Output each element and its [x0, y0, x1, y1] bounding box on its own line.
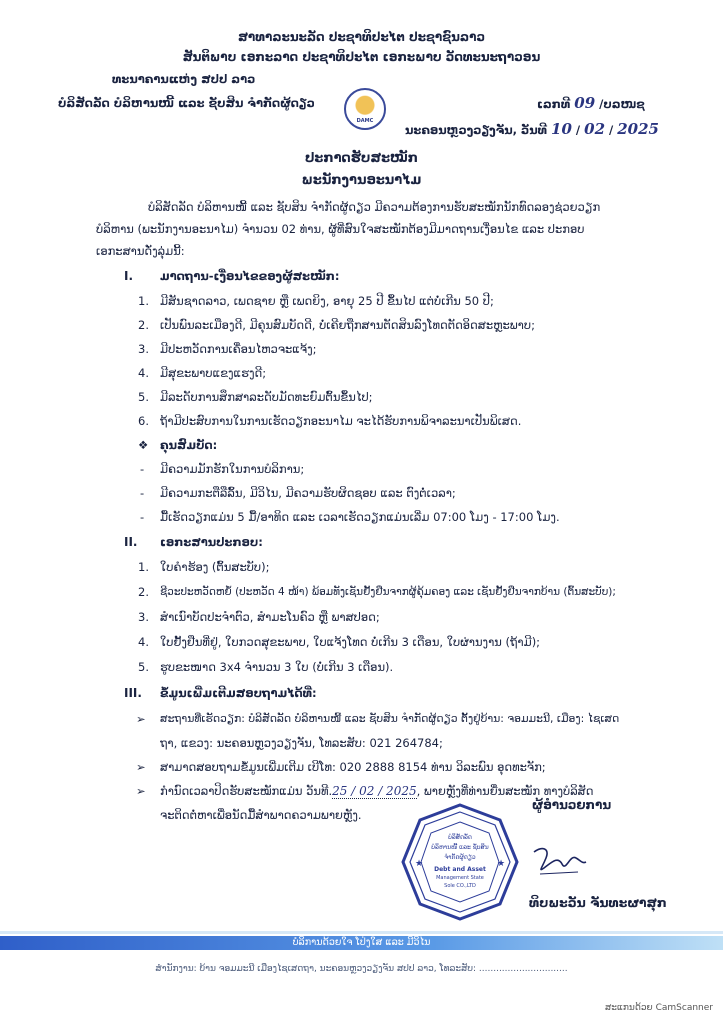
stamp-en-3: Sole CO.,LTD — [444, 883, 476, 889]
s3-item-3-line-2: ຈະຕິດຕໍ່ຫາເພື່ອນັດມື້ສໍາພາດຄວາມພາຍຫຼັງ. — [160, 808, 362, 822]
official-stamp — [401, 803, 519, 921]
document-title-2: ພະນັກງານອະນາໄມ — [301, 173, 422, 188]
stamp-lao-3: ຈໍາກັດຜູ້ດຽວ — [444, 854, 476, 861]
stamp-star-right-icon: ★ — [497, 859, 506, 869]
company-logo — [344, 88, 386, 130]
quality-3-dash: - — [140, 510, 145, 524]
section-2-heading: ເອກະສານປະກອບ: — [160, 535, 263, 549]
s1-item-3-number: 3. — [138, 342, 149, 356]
s2-item-4-text: ໃບຢັ້ງຢືນທີ່ຢູ່, ໃບກວດສຸຂະພາບ, ໃບແຈ້ງໂທດ ບໍ່ເກີນ 3 ເດືອນ, ໃບຜ່ານງານ (ຖ້າມີ); — [160, 635, 541, 649]
reference-number — [537, 96, 645, 111]
date-day: 10 — [551, 120, 572, 138]
quality-bullet-icon: ❖ — [138, 438, 149, 452]
ref-number-handwritten: 09 — [574, 94, 596, 112]
s3-item-1-line-2: ຖາ, ແຂວງ: ນະຄອນຫຼວງວຽງຈັນ, ໂທລະສັບ: 021 264784; — [160, 736, 443, 750]
logo-text: DAMC — [356, 118, 374, 124]
s2-item-3-number: 3. — [138, 610, 149, 624]
section-3-heading: ຂໍ້ມູນເພີ່ມເຕີມສອບຖາມໄດ້ທີ່: — [160, 686, 317, 700]
stamp-en-2: Management State — [436, 875, 484, 881]
place-and-date: ນະຄອນຫຼວງວຽງຈັນ, ວັນທີ 10 / 02 / 2025 — [405, 120, 659, 138]
s1-item-4-text: ມີສຸຂະພາບແຂງແຮງດີ; — [160, 366, 267, 380]
intro-line-1: ບໍລິສັດລັດ ບໍລິຫານໜີ້ ແລະ ຊັບສິນ ຈໍາກັດຜູ້ດຽວ ມີຄວາມຕ້ອງການຮັບສະໝັກນັກທົດລອງຊ່ວຍວຽກ — [148, 200, 601, 214]
s1-item-6-number: 6. — [138, 414, 149, 428]
s2-item-3-text: ສໍາເນົາບັດປະຈໍາຕົວ, ສໍາມະໂນຄົວ ຫຼື ພາສປອດ; — [160, 610, 380, 624]
country-line-1: ສາທາລະນະລັດ ປະຊາທິປະໄຕ ປະຊາຊົນລາວ — [237, 30, 486, 44]
s1-item-5-text: ມີລະດັບການສຶກສາລະດັບມັດທະຍົມຕົ້ນຂຶ້ນໄປ; — [160, 390, 373, 404]
org-line-2: ບໍລິສັດລັດ ບໍລິຫານໜີ້ ແລະ ຊັບສິນ ຈໍາກັດຜູ້ດຽວ — [58, 96, 315, 110]
country-line-2: ສັນຕິພາບ ເອກະລາດ ປະຊາທິປະໄຕ ເອກະພາບ ວັດທະນະຖາວອນ — [182, 50, 541, 64]
section-1-number: I. — [124, 269, 134, 283]
signature-mark — [528, 842, 588, 882]
footer-band — [0, 936, 723, 950]
footer-top-rule — [0, 931, 723, 934]
s1-item-1-number: 1. — [138, 294, 149, 308]
footer-slogan: ບໍລິການດ້ວຍໃຈ ໂປ່ງໃສ ແລະ ມີວິໄນ — [292, 937, 431, 948]
ref-suffix: /ບລໜຊ — [599, 97, 645, 111]
quality-1-text: ມີຄວາມມັກຮັກໃນການບໍລິການ; — [160, 462, 305, 476]
date-year: 2025 — [617, 120, 659, 138]
section-3-number: III. — [124, 686, 142, 700]
s3-bullet-3-icon: ➢ — [136, 784, 146, 798]
quality-1-dash: - — [140, 462, 145, 476]
s3-bullet-2-icon: ➢ — [136, 760, 146, 774]
signatory-role: ຜູ້ອໍານວຍການ — [532, 798, 612, 812]
quality-2-dash: - — [140, 486, 145, 500]
ref-label: ເລກທີ — [537, 97, 571, 111]
deadline-suffix: , ພາຍຫຼັງທີ່ທ່ານຍື່ນສະໝັກ ທາງບໍລິສັດ — [416, 784, 594, 798]
signatory-name: ທິບພະວັນ ຈັນທະຜາສຸກ — [529, 895, 667, 910]
intro-line-2: ບໍລິຫານ (ພະນັກງານອະນາໄມ) ຈໍານວນ 02 ທ່ານ, ຜູ້ທີ່ສົນໃຈສະໝັກຕ້ອງມີມາດຖານເງື່ອນໄຂ ແລະ ປະກອບ — [96, 222, 585, 236]
s3-item-2-text: ສາມາດສອບຖາມຂໍ້ມູນເພີ່ມເຕີມ ເບີໂທ: 020 2888 8154 ທ່ານ ວິລະພົນ ອຸດທະຈັກ; — [160, 760, 546, 774]
quality-2-text: ມີຄວາມກະຕືລືລົ້ນ, ມີວິໄນ, ມີຄວາມຮັບຜິດຊອບ ແລະ ຕົງຕໍ່ເວລາ; — [160, 486, 456, 500]
s1-item-3-text: ມີປະຫວັດການເຄື່ອນໄຫວຈະແຈ້ງ; — [160, 342, 317, 356]
quality-heading: ຄຸນສົມບັດ: — [160, 438, 218, 452]
stamp-lao-1: ບໍລິສັດລັດ — [448, 834, 472, 841]
s1-item-5-number: 5. — [138, 390, 149, 404]
intro-line-3: ເອກະສານດັ່ງລຸ່ມນີ້: — [96, 244, 185, 258]
camscanner-watermark: ສະແກນດ້ວຍ CamScanner — [604, 1003, 713, 1013]
date-month: 02 — [584, 120, 606, 138]
s1-item-4-number: 4. — [138, 366, 149, 380]
s3-bullet-1-icon: ➢ — [136, 712, 146, 726]
section-2-number: II. — [124, 535, 138, 549]
s3-item-3-line-1 — [160, 784, 593, 798]
s1-item-1-text: ມີສັນຊາດລາວ, ເພດຊາຍ ຫຼື ເພດຍິງ, ອາຍຸ 25 ປີ ຂຶ້ນໄປ ແຕ່ບໍ່ເກີນ 50 ປີ; — [160, 294, 494, 308]
s1-item-2-text: ເປັນພົນລະເມືອງດີ, ມີຄຸນສົມບັດດີ, ບໍ່ເຄີຍຖືກສານຕັດສິນລົງໂທດຕັດອິດສະຫຼະພາບ; — [160, 318, 535, 332]
deadline-date-handwritten: 25 / 02 / 2025 — [332, 784, 417, 798]
deadline-prefix: ກໍານົດເວລາປິດຮັບສະໝັກແມ່ນ ວັນທີ. — [160, 784, 333, 798]
section-1-heading: ມາດຖານ-ເງື່ອນໄຂຂອງຜູ້ສະໝັກ: — [160, 269, 340, 283]
document-title-1: ປະກາດຮັບສະໝັກ — [304, 151, 419, 166]
s2-item-1-text: ໃບຄໍາຮ້ອງ (ຕົ້ນສະບັບ); — [160, 560, 270, 574]
org-line-1: ທະນາຄານແຫ່ງ ສປປ ລາວ — [112, 72, 256, 86]
stamp-en-1: Debt and Asset — [434, 866, 486, 873]
s2-item-1-number: 1. — [138, 560, 149, 574]
s2-item-5-text: ຮູບຂະໜາດ 3x4 ຈໍານວນ 3 ໃບ (ບໍ່ເກີນ 3 ເດືອນ). — [160, 660, 394, 674]
quality-3-text: ມື້ເຮັດວຽກແມ່ນ 5 ມື້/ອາທິດ ແລະ ເວລາເຮັດວຽກແມ່ນເລີ່ມ 07:00 ໂມງ - 17:00 ໂມງ. — [160, 510, 560, 524]
s1-item-2-number: 2. — [138, 318, 149, 332]
s2-item-4-number: 4. — [138, 635, 149, 649]
s1-item-6-text: ຖ້າມີປະສົບການໃນການເຮັດວຽກອະນາໄມ ຈະໄດ້ຮັບການພິຈາລະນາເປັນພິເສດ. — [160, 414, 522, 428]
s3-item-1-line-1: ສະຖານທີ່ເຮັດວຽກ: ບໍລິສັດລັດ ບໍລິຫານໜີ້ ແລະ ຊັບສິນ ຈໍາກັດຜູ້ດຽວ ຕັ້ງຢູ່ບ້ານ: ຈອມມະນີ, ເມືອງ: ໄຊເສດ — [160, 712, 620, 725]
stamp-star-left-icon: ★ — [415, 859, 424, 869]
place-date-label: ນະຄອນຫຼວງວຽງຈັນ, ວັນທີ — [405, 123, 548, 137]
footer-address: ສໍານັກງານ: ບ້ານ ຈອມມະນີ ເມືອງໄຊເສດຖາ, ນະຄອນຫຼວງວຽງຈັນ ສປປ ລາວ, ໂທລະສັບ: ............................... — [155, 964, 568, 974]
s2-item-5-number: 5. — [138, 660, 149, 674]
s2-item-2-text: ຊີວະປະຫວັດຫຍໍ້ (ປະຫວັດ 4 ໜ້າ) ພ້ອມທັງເຊັນຢັ້ງຢືນຈາກຜູ້ຄຸ້ມຄອງ ແລະ ເຊັນຢັ້ງຢືນຈາກບ້ານ (ຕົ້ນສະບັບ); — [160, 586, 616, 598]
s2-item-2-number: 2. — [138, 585, 149, 599]
stamp-lao-2: ບໍລິຫານໜີ້ ແລະ ຊັບສິນ — [431, 844, 489, 851]
